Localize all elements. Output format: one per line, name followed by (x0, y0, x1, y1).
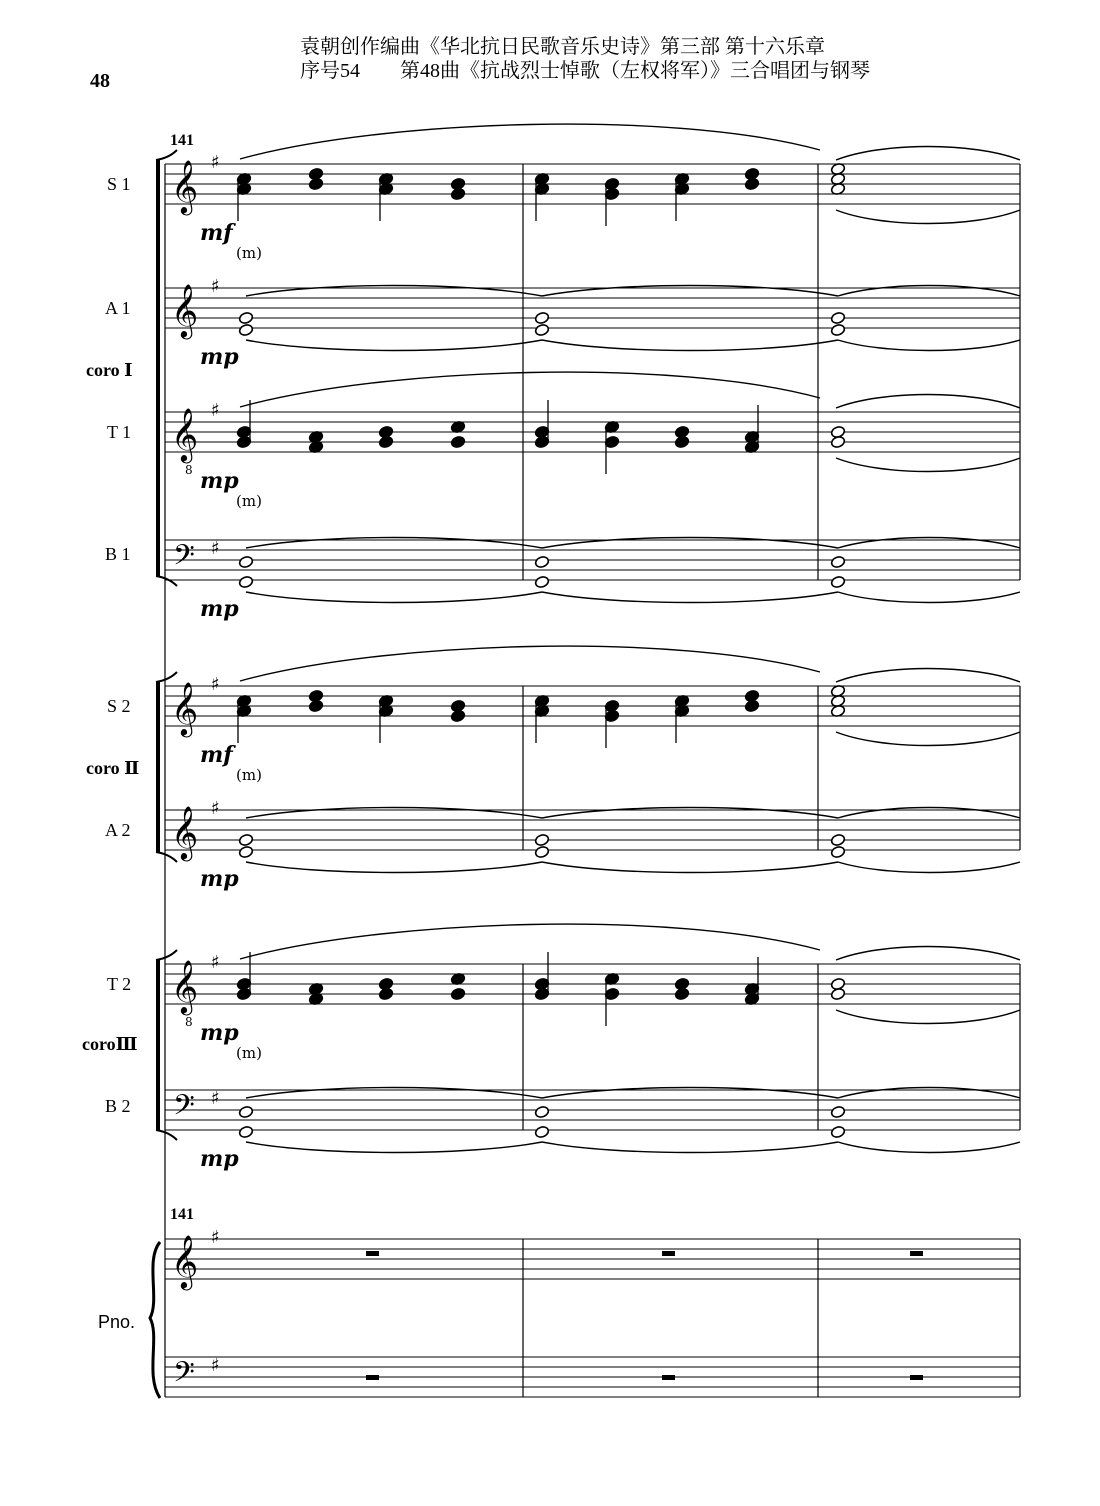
tie (246, 592, 542, 603)
measure-number: 141 (170, 132, 194, 149)
notehead (378, 987, 393, 1000)
tie (836, 210, 1020, 224)
octave-mark: 8 (185, 1015, 193, 1029)
part-label-t1: T 1 (107, 422, 132, 442)
notehead (238, 311, 253, 324)
mouth-closed-mark: (m) (236, 1044, 262, 1062)
notehead (534, 1105, 549, 1118)
whole-rest (662, 1251, 675, 1256)
notehead (830, 987, 845, 1000)
tie (246, 286, 542, 297)
tie (246, 538, 542, 549)
page-number: 48 (90, 70, 110, 92)
notehead (830, 845, 845, 858)
key-sharp: ♯ (211, 538, 220, 559)
tie (246, 1142, 542, 1153)
notehead (238, 1105, 253, 1118)
notehead (830, 575, 845, 588)
tie (246, 340, 542, 351)
dynamic-marking: mp (200, 1146, 239, 1172)
tie (542, 808, 838, 819)
notehead (534, 555, 549, 568)
whole-rest (910, 1375, 923, 1380)
treble-clef: 𝄞 (171, 283, 199, 337)
notehead (238, 323, 253, 336)
treble-clef: 𝄞 (171, 805, 199, 859)
dynamic-marking: mp (200, 866, 239, 892)
key-sharp: ♯ (211, 952, 220, 973)
notehead (238, 555, 253, 568)
tie (836, 1010, 1020, 1024)
treble-clef: 𝄞 (171, 407, 199, 461)
tie (838, 808, 1020, 819)
header-line-2: 序号54 第48曲《抗战烈士悼歌（左权将军）》三合唱团与钢琴 (300, 60, 870, 82)
notehead (830, 555, 845, 568)
group-bracket (156, 960, 160, 1130)
phrase-slur (240, 124, 820, 159)
tie (838, 538, 1020, 549)
key-sharp: ♯ (211, 674, 220, 695)
tie (542, 862, 838, 873)
key-sharp: ♯ (211, 400, 220, 421)
whole-rest (910, 1251, 923, 1256)
whole-rest (366, 1375, 379, 1380)
choir-label-1: coro Ⅰ (86, 360, 133, 380)
notehead (308, 177, 323, 190)
tie (838, 862, 1020, 873)
group-bracket (156, 160, 160, 576)
tie (836, 947, 1020, 961)
phrase-slur (240, 924, 820, 959)
notehead (238, 1125, 253, 1138)
choir-label-3: coroⅢ (82, 1034, 138, 1054)
notehead (450, 987, 465, 1000)
piano-label: Pno. (98, 1312, 136, 1332)
treble-clef: 𝄞 (171, 959, 199, 1013)
bass-clef: 𝄢 (173, 539, 195, 579)
notehead (534, 323, 549, 336)
notehead (534, 833, 549, 846)
notehead (744, 177, 759, 190)
tie (838, 592, 1020, 603)
key-sharp: ♯ (211, 276, 220, 297)
notehead (450, 435, 465, 448)
part-label-b2: B 2 (105, 1096, 131, 1116)
notehead (308, 699, 323, 712)
notehead (238, 833, 253, 846)
piano-brace (150, 1242, 160, 1398)
notehead (830, 435, 845, 448)
dynamic-marking: mp (200, 344, 239, 370)
bracket-hook (156, 1130, 177, 1140)
notehead (450, 709, 465, 722)
part-label-t2: T 2 (107, 974, 132, 994)
tie (838, 340, 1020, 351)
part-label-b1: B 1 (105, 544, 131, 564)
dynamic-marking: mf (200, 220, 233, 246)
tie (838, 1142, 1020, 1153)
notehead (238, 845, 253, 858)
notehead (534, 845, 549, 858)
header-line-1: 袁朝创作编曲《华北抗日民歌音乐史诗》第三部 第十六乐章 (300, 36, 825, 58)
notehead (830, 323, 845, 336)
notehead (830, 833, 845, 846)
bass-clef: 𝄢 (173, 1356, 195, 1396)
octave-mark: 8 (185, 463, 193, 477)
dynamic-marking: mf (200, 742, 233, 768)
piano-measure-number: 141 (170, 1206, 194, 1223)
tie (542, 1088, 838, 1099)
tie (246, 1088, 542, 1099)
notehead (744, 699, 759, 712)
key-sharp: ♯ (211, 152, 220, 173)
tie (836, 147, 1020, 161)
part-label-a1: A 1 (105, 298, 131, 318)
notehead (674, 987, 689, 1000)
notehead (830, 1125, 845, 1138)
tie (836, 458, 1020, 472)
mouth-closed-mark: (m) (236, 244, 262, 262)
tie (542, 1142, 838, 1153)
dynamic-marking: mp (200, 1020, 239, 1046)
treble-clef: 𝄞 (171, 1234, 199, 1288)
notehead (534, 311, 549, 324)
tie (542, 538, 838, 549)
part-label-a2: A 2 (105, 820, 131, 840)
key-sharp: ♯ (211, 1355, 220, 1376)
mouth-closed-mark: (m) (236, 492, 262, 510)
notehead (534, 575, 549, 588)
key-sharp: ♯ (211, 1088, 220, 1109)
dynamic-marking: mp (200, 468, 239, 494)
phrase-slur (240, 372, 820, 407)
notehead (378, 435, 393, 448)
tie (836, 732, 1020, 746)
notehead (238, 575, 253, 588)
treble-clef: 𝄞 (171, 159, 199, 213)
mouth-closed-mark: (m) (236, 766, 262, 784)
group-bracket (156, 682, 160, 852)
tie (838, 1088, 1020, 1099)
notehead (450, 187, 465, 200)
notehead (830, 1105, 845, 1118)
tie (836, 395, 1020, 409)
dynamic-marking: mp (200, 596, 239, 622)
notehead (674, 435, 689, 448)
bass-clef: 𝄢 (173, 1089, 195, 1129)
treble-clef: 𝄞 (171, 681, 199, 735)
whole-rest (662, 1375, 675, 1380)
part-label-s1: S 1 (107, 174, 131, 194)
tie (246, 808, 542, 819)
tie (542, 340, 838, 351)
notehead (830, 311, 845, 324)
tie (836, 669, 1020, 683)
key-sharp: ♯ (211, 798, 220, 819)
tie (838, 286, 1020, 297)
notehead (534, 1125, 549, 1138)
key-sharp: ♯ (211, 1227, 220, 1248)
whole-rest (366, 1251, 379, 1256)
choir-label-2: coro Ⅱ (86, 758, 140, 778)
part-label-s2: S 2 (107, 696, 131, 716)
tie (246, 862, 542, 873)
tie (542, 286, 838, 297)
tie (542, 592, 838, 603)
phrase-slur (240, 646, 820, 681)
